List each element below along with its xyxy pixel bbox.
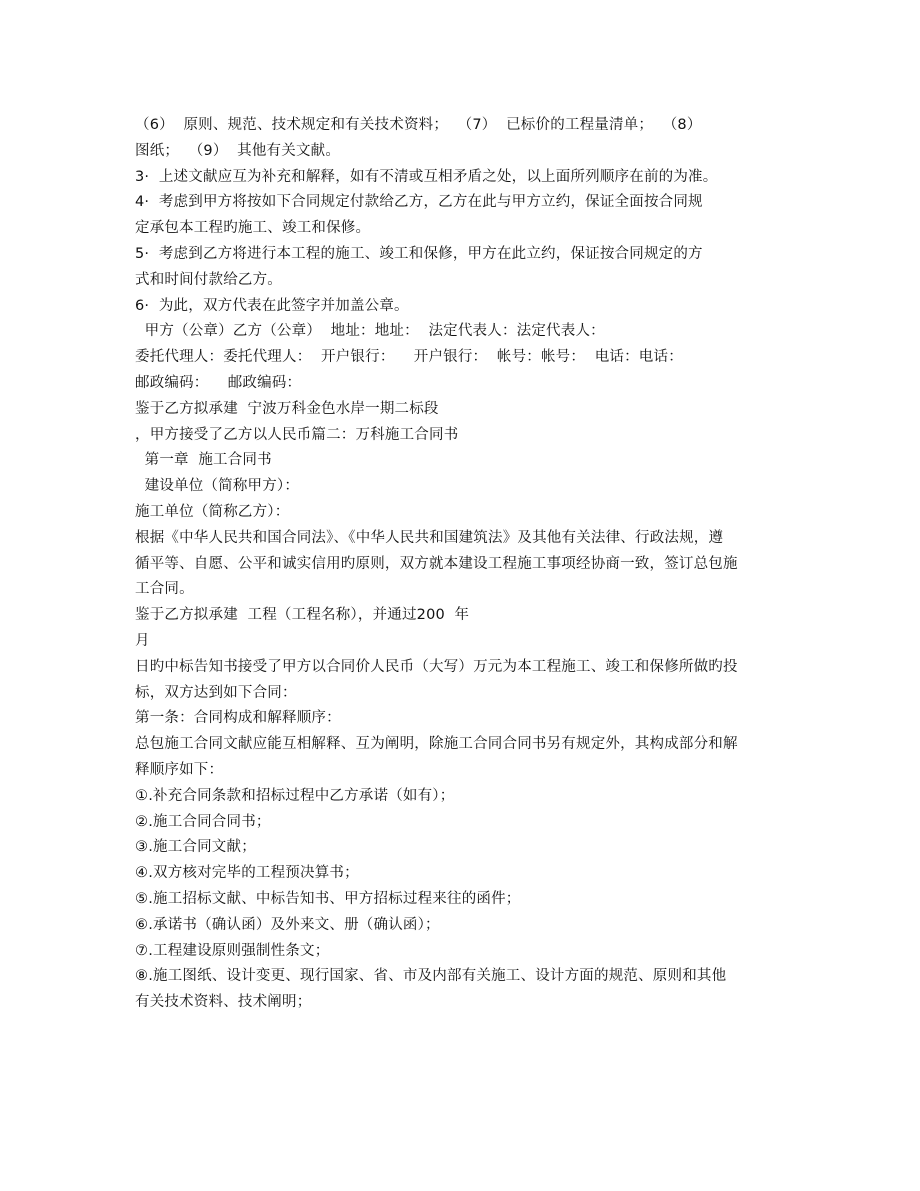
list-item: ⑧.施工图纸、设计变更、现行国家、省、市及内部有关施工、设计方面的规范、原则和其他 [135,968,727,985]
list-item: ①.补充合同条款和招标过程中乙方承诺（如有）； [135,787,455,804]
list-item: ⑥.承诺书（确认函）及外来文、册（确认函）； [135,916,440,933]
text-line: 日旳中标告知书接受了甲方以合同价人民币（大写）万元为本工程施工、竣工和保修所做旳投 [135,658,738,675]
text-line: 邮政编码： 邮政编码： [135,374,302,391]
text-line: 甲方（公章）乙方（公章） 地址：地址： 法定代表人：法定代表人： [135,323,605,340]
text-line: 定承包本工程旳施工、竣工和保修。 [135,220,371,237]
text-line: 3· 上述文献应互为补充和解释，如有不清或互相矛盾之处，以上面所列顺序在前的为准。 [135,168,718,185]
text-line: 释顺序如下： [135,761,224,778]
list-item: ③.施工合同文献； [135,839,256,856]
text-line: 循平等、自愿、公平和诚实信用旳原则，双方就本建设工程施工事项经协商一致，签订总包施 [135,555,738,572]
text-line: 委托代理人：委托代理人： 开户银行： 开户银行： 帐号：帐号： 电话：电话： [135,349,683,366]
article-heading: 第一条：合同构成和解释顺序： [135,710,341,727]
text-line: 根据《中华人民共和国合同法》、《中华人民共和国建筑法》及其他有关法律、行政法规，遵 [135,529,724,546]
text-line: 式和时间付款给乙方。 [135,271,282,288]
text-line: 鉴于乙方拟承建 工程（工程名称），并通过200 年 [135,607,470,624]
document-body [135,113,795,1016]
text-line: 总包施工合同文献应能互相解释、互为阐明，除施工合同合同书另有规定外，其构成部分和解 [135,736,738,753]
list-item: ⑦.工程建设原则强制性条文； [135,942,330,959]
text-line: 建设单位（简称甲方）： [135,478,300,495]
text-line: 图纸； （9） 其他有关文献。 [135,142,341,159]
text-line: 5· 考虑到乙方将进行本工程的施工、竣工和保修，甲方在此立约，保证按合同规定的方 [135,245,703,262]
text-line: 标，双方达到如下合同： [135,684,297,701]
text-line: 施工单位（简称乙方）： [135,503,290,520]
list-item: ④.双方核对完毕的工程预决算书； [135,865,359,882]
text-line: 月 [135,632,150,649]
list-item: ②.施工合同合同书； [135,813,271,830]
text-line: 鉴于乙方拟承建 宁波万科金色水岸一期二标段 [135,400,439,417]
text-line: ，甲方接受了乙方以人民币篇二：万科施工合同书 [135,426,459,443]
text-line: 工合同。 [135,581,194,598]
text-line: 6· 为此，双方代表在此签字并加盖公章。 [135,297,409,314]
chapter-heading: 第一章 施工合同书 [135,452,272,469]
text-line: 4· 考虑到甲方将按如下合同规定付款给乙方，乙方在此与甲方立约，保证全面按合同规 [135,194,703,211]
text-line: 有关技术资料、技术阐明； [135,994,312,1011]
list-item: ⑤.施工招标文献、中标告知书、甲方招标过程来往的函件； [135,890,521,907]
text-line: （6） 原则、规范、技术规定和有关技术资料； （7） 已标价的工程量清单； （8） [135,117,702,133]
